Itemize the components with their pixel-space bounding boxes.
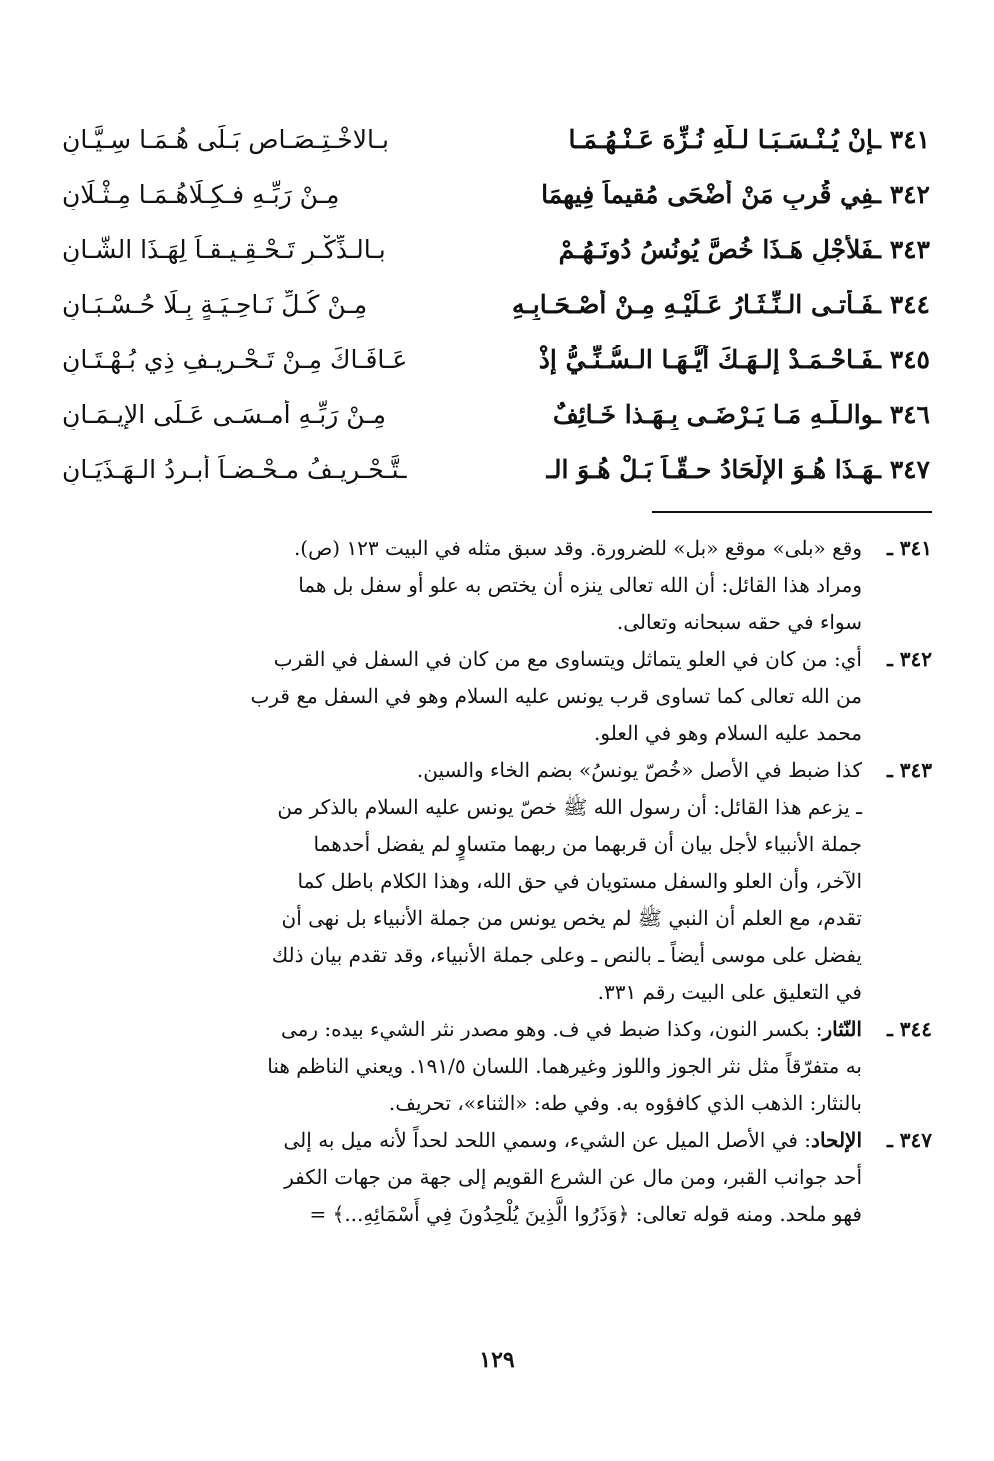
footnote-number: ٣٤٣ ـ	[886, 758, 932, 782]
footnote-body	[66, 1011, 862, 1122]
footnote	[66, 1011, 932, 1122]
verse-row	[62, 167, 930, 222]
verse-row	[62, 112, 930, 167]
verse-first-text: فَـاحْـمَـدْ إلـهَـكَ أَيُّـهَـا الـسُّـنِّـيُّ إذْ	[538, 344, 874, 374]
footnote-line: به متفرّقاً مثل نثر الجوز واللوز وغيرهما. اللسان ١٩١/٥. ويعني الناظم هنا	[267, 1054, 862, 1078]
footnote-number: ٣٤١ ـ	[886, 536, 932, 560]
verse-number: ٣٤٤ ـ	[873, 289, 930, 319]
footnote-body	[66, 752, 862, 1011]
footnote-line	[66, 1122, 862, 1159]
footnote-line: كذا ضبط في الأصل «خُصّ يونسُ» بضم الخاء والسين.	[416, 758, 862, 782]
footnote-body	[66, 1122, 862, 1233]
verse-second-hemistich: مِـنْ رَبِّـهِ فـكِـلَاهُـمَـا مِـثْـلَانِ	[62, 179, 340, 209]
verse-first-text: والـلَّـهِ مَـا يَـرْضَـى بِـهَـذا خَـائِفٌ	[552, 399, 874, 429]
footnote-line: بالنثار: الذهب الذي كافؤوه به. وفي طه: «الثناء»، تحريف.	[388, 1091, 862, 1115]
footnote-line: الآخر، وأن العلو والسفل مستويان في حق الله، وهذا الكلام باطل كما	[297, 869, 862, 893]
footnote-line-text: : في الأصل الميل عن الشيء، وسمي اللحد لحداً لأنه ميل به إلى	[283, 1128, 812, 1152]
footnote-line: فهو ملحد. ومنه قوله تعالى: ﴿وَذَرُوا الَّذِينَ يُلْحِدُونَ فِي أَسْمَائِهِ...﴾ =	[309, 1202, 862, 1226]
verse-first-text: فَـأَتـى الـنِّـثَـارُ عَـلَيْـهِ مِـنْ أَصْـحَـابِـهِ	[512, 289, 874, 319]
footnote	[66, 752, 932, 1011]
footnote-number: ٣٤٢ ـ	[886, 647, 932, 671]
footnote-line: ـ يزعم هذا القائل: أن رسول الله ﷺ خصّ يونس عليه السلام بالذكر من	[277, 795, 862, 819]
footnote-line: ومراد هذا القائل: أن الله تعالى ينزه أن يختص به علو أو سفل بل هما	[298, 573, 862, 597]
footnote	[66, 641, 932, 752]
verse-row	[62, 387, 930, 442]
verse-first-hemistich	[492, 290, 930, 320]
footnote-number: ٣٤٤ ـ	[886, 1017, 932, 1041]
verse-first-text: فِي قُربِ مَنْ أضْحَى مُقيماً فِيهِمَا	[541, 179, 874, 209]
footnote-line: من الله تعالى كما تساوى قرب يونس عليه السلام وهو في السفل مع قرب	[250, 684, 862, 708]
verse-second-hemistich: بـالاخْـتِـصَـاصِ بَـلَى هُـمَـا سِـيَّـانِ	[62, 124, 389, 154]
verse-second-hemistich: مِـنْ كُـلِّ نَـاحِـيَـةٍ بِـلَا حُـسْـبَـانِ	[62, 289, 368, 319]
footnote-line: أي: من كان في العلو يتماثل ويتساوى مع من كان في السفل في القرب	[273, 647, 862, 671]
verse-first-text: هَـذَا هُـوَ الإِلْحَادُ حـقّـاً بَـلْ هُـوَ الـ	[546, 454, 874, 484]
footnote-line: تقدم، مع العلم أن النبي ﷺ لم يخص يونس من جملة الأنبياء بل نهى أن	[281, 906, 862, 930]
footnote-term: النّثار	[822, 1017, 862, 1041]
footnote-line: وقع «بلى» موقع «بل» للضرورة. وقد سبق مثله في البيت ١٢٣ (ص).	[293, 536, 862, 560]
footnote-line: في التعليق على البيت رقم ٣٣١.	[597, 980, 862, 1004]
footnote-body	[66, 641, 862, 752]
verse-first-hemistich	[492, 235, 930, 265]
footnotes	[66, 530, 932, 1233]
footnote-body	[66, 530, 862, 641]
verse-first-hemistich	[492, 125, 930, 155]
verse-first-hemistich	[492, 345, 930, 375]
footnote-line: جملة الأنبياء لأجل بيان أن قربهما من ربهما متساوٍ لم يفضل أحدهما	[313, 832, 862, 856]
footnote-line	[66, 1011, 862, 1048]
verse-row	[62, 277, 930, 332]
verse-row	[62, 442, 930, 497]
footnote-line: يفضل على موسى أيضاً ـ بالنص ـ وعلى جملة الأنبياء، وقد تقدم بيان ذلك	[271, 943, 862, 967]
verse-number: ٣٤١ ـ	[873, 124, 930, 154]
verse-second-hemistich: مِـنْ رَبِّـهِ أَمـسَـى عَـلَى الإيـمَـانِ	[62, 399, 387, 429]
verse-row	[62, 332, 930, 387]
verse-first-text: إنْ يُـنْـسَـبَـا لـلَّهِ نُـزِّهَ عَـنْـهُـمَـا	[568, 124, 874, 154]
verse-row	[62, 222, 930, 277]
verse-number: ٣٤٦ ـ	[873, 399, 930, 429]
footnote	[66, 530, 932, 641]
footnote	[66, 1122, 932, 1233]
verse-number: ٣٤٧ ـ	[873, 454, 930, 484]
verse-number: ٣٤٥ ـ	[873, 344, 930, 374]
verse-second-hemistich: بـالـذِّكْـرِ تَـحْـقِـيـقـاً لِهَـذَا الشَّـانِ	[62, 234, 386, 264]
footnote-line-text: : بكسر النون، وكذا ضبط في ف. وهو مصدر نثر الشيء بيده: رمى	[280, 1017, 823, 1041]
verse-first-hemistich	[492, 455, 930, 485]
footnote-line: أحد جوانب القبر، ومن مال عن الشرع القويم إلى جهة من جهات الكفر	[284, 1165, 862, 1189]
footnote-term: الإلحاد	[811, 1128, 862, 1152]
verse-first-hemistich	[492, 180, 930, 210]
verse-first-hemistich	[492, 400, 930, 430]
verse-number: ٣٤٣ ـ	[873, 234, 930, 264]
verse-second-hemistich: ـتَّـحْـرِيـفُ مـحْـضـاً أَبـردُ الـهَـذَيَـانِ	[62, 454, 407, 484]
verse-second-hemistich: عَـافَـاكَ مِـنْ تَـحْـرِيـفِ ذِي بُـهْـتَـانِ	[62, 344, 408, 374]
footnote-divider	[0, 511, 994, 512]
poem-verses	[62, 112, 930, 497]
page-number: ١٢٩	[479, 1347, 515, 1373]
verse-number: ٣٤٢ ـ	[873, 179, 930, 209]
footnote-number: ٣٤٧ ـ	[886, 1128, 932, 1152]
footnote-line: محمد عليه السلام وهو في العلو.	[594, 721, 862, 745]
footnote-line: سواء في حقه سبحانه وتعالى.	[616, 610, 862, 634]
verse-first-text: فَلأَجْلِ هَـذَا خُصَّ يُونُسُ دُونَـهُـمْ	[558, 234, 874, 264]
footnote-divider-line	[652, 511, 932, 513]
